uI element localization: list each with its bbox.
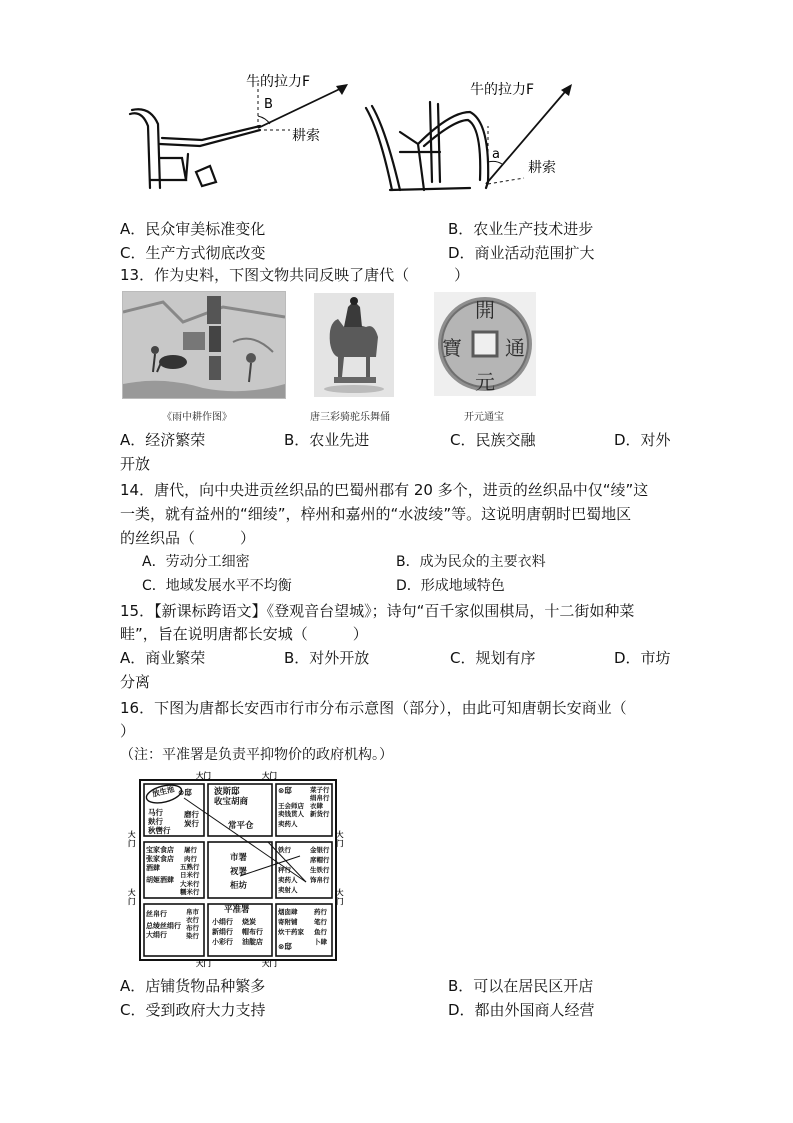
q15-option-d-wrap: 分离: [120, 673, 151, 691]
map-label: 炊干药家: [278, 928, 304, 936]
angle-label-left: B: [264, 97, 273, 112]
map-label: 卖射人: [278, 886, 298, 894]
q15-stem-line-2: 畦”，旨在说明唐都长安城（ ）: [120, 625, 368, 643]
map-label: 波斯邸: [214, 787, 240, 797]
map-label: 马行: [148, 808, 163, 817]
map-label: 帽布行: [242, 928, 263, 936]
map-label: 糯米行: [180, 888, 200, 896]
map-label: ⊗邸: [278, 786, 292, 795]
map-label: 卖药人: [278, 820, 298, 828]
map-label: 五熟行: [180, 863, 200, 871]
q16-option-d[interactable]: D．都由外国商人经营: [448, 1001, 595, 1019]
gate-right-lower: 大门: [336, 888, 344, 906]
map-label: 铁行: [278, 846, 291, 854]
map-label: 布行: [186, 924, 199, 932]
map-label: 收宝胡商: [214, 797, 249, 807]
map-label: 胡姬酒肆: [146, 876, 174, 884]
west-market-map: [128, 770, 344, 968]
q14-stem-line-3: 的丝织品（ ）: [120, 529, 256, 547]
map-label: 宝家食店: [146, 846, 174, 854]
gate-left-lower: 大门: [128, 888, 136, 906]
gate-left-upper: 大门: [128, 830, 136, 848]
gate-top-left: 大门: [196, 771, 211, 780]
q15-option-d[interactable]: D．市坊: [614, 649, 671, 667]
map-label: 帛市: [186, 908, 199, 916]
map-label: 衣行: [186, 916, 199, 924]
force-label-right: 牛的拉力F: [470, 82, 535, 98]
map-label: 肉行: [184, 855, 197, 863]
q15-stem-line-1: 15．【新课标跨语文】《登观音台望城》；诗句“百千家似围棋局，十二街如种菜: [120, 602, 635, 620]
map-label: 常平仓: [228, 821, 254, 831]
map-label: 炭行: [184, 819, 199, 828]
coin-char-bottom: 元: [475, 370, 495, 394]
q16-option-a[interactable]: A．店铺货物品种繁多: [120, 977, 266, 995]
map-label: 新货行: [310, 810, 330, 818]
map-label: 麸行: [148, 817, 163, 826]
q12-option-c[interactable]: C．生产方式彻底改变: [120, 244, 266, 262]
rain-farming-painting: [122, 291, 286, 399]
force-label-left: 牛的拉力F: [246, 74, 311, 90]
q16-stem-line-2: ）: [120, 722, 136, 740]
map-label: 衣肆: [310, 802, 323, 810]
coin-char-right: 通: [505, 336, 525, 360]
map-label: 烧炭: [242, 918, 256, 926]
q15-option-b[interactable]: B．对外开放: [284, 649, 370, 667]
map-label: 柜坊: [230, 881, 248, 891]
map-label: 小绢行: [212, 918, 233, 926]
map-label: 新绢行: [212, 928, 233, 936]
q16-option-b[interactable]: B．可以在居民区开店: [448, 977, 594, 995]
map-label: ⊗邸: [178, 788, 192, 797]
gate-top-right: 大门: [262, 771, 277, 780]
map-label: 平准署: [224, 905, 250, 915]
caption-figurine: 唐三彩骑驼乐舞俑: [310, 412, 390, 423]
q13-option-b[interactable]: B．农业先进: [284, 431, 370, 449]
map-label: 市署: [230, 853, 248, 863]
q16-stem-line-1: 16．下图为唐都长安西市行市分布示意图（部分），由此可知唐朝长安商业（: [120, 699, 627, 717]
map-label: 卖药人: [278, 876, 298, 884]
map-label: 衩署: [230, 867, 248, 877]
map-label: 磨行: [184, 810, 199, 819]
q12-option-b[interactable]: B．农业生产技术进步: [448, 220, 594, 238]
map-label: 笔行: [314, 918, 327, 926]
map-label: 秋辔行: [148, 826, 171, 835]
map-label: 大米行: [180, 880, 200, 888]
q14-option-a[interactable]: A．劳动分工细密: [142, 554, 250, 570]
coin-char-top: 開: [475, 298, 495, 322]
map-label: 卜肆: [314, 938, 327, 946]
map-label: 大绢行: [146, 931, 167, 939]
q14-option-c[interactable]: C．地域发展水平不均衡: [142, 578, 292, 594]
q14-option-d[interactable]: D．形成地域特色: [396, 578, 505, 594]
q14-option-b[interactable]: B．成为民众的主要衣料: [396, 554, 546, 570]
gate-bottom-right: 大门: [262, 959, 277, 968]
q14-stem-line-2: 一类，就有益州的“细绫”，梓州和嘉州的“水波绫”等。这说明唐朝时巴蜀地区: [120, 505, 632, 523]
q16-option-c[interactable]: C．受到政府大力支持: [120, 1001, 266, 1019]
caption-painting: 《雨中耕作图》: [162, 412, 232, 423]
q14-stem-line-1: 14．唐代，向中央进贡丝织品的巴蜀州郡有 20 多个，进贡的丝织品中仅“绫”这: [120, 481, 649, 499]
fangsheng-pond: 放生池: [151, 784, 176, 799]
rope-label-right: 耕索: [528, 160, 556, 176]
map-label: 屠行: [184, 846, 197, 854]
q15-option-a[interactable]: A．商业繁荣: [120, 649, 206, 667]
gate-bottom-left: 大门: [196, 959, 211, 968]
map-label: 鱼行: [314, 928, 327, 936]
map-label: 小彩行: [212, 938, 233, 946]
map-label: 秤行: [278, 866, 291, 874]
rope-label-left: 耕索: [292, 128, 320, 144]
map-label: 酒肆: [146, 864, 160, 872]
map-label: 总绫丝绢行: [146, 922, 181, 930]
map-label: 日米行: [180, 871, 200, 879]
q16-note: （注：平准署是负责平抑物价的政府机构。）: [120, 747, 393, 763]
map-label: 寄附铺: [278, 918, 298, 926]
map-label: 饰帛行: [310, 876, 330, 884]
q12-option-a[interactable]: A．民众审美标准变化: [120, 220, 266, 238]
caption-coin: 开元通宝: [464, 412, 504, 423]
map-label: 绢帛行: [310, 794, 330, 802]
angle-label-right: a: [492, 147, 500, 162]
map-label: 烟囱肆: [278, 908, 298, 916]
q13-option-a[interactable]: A．经济繁荣: [120, 431, 206, 449]
q13-option-d[interactable]: D．对外: [614, 431, 671, 449]
q13-option-d-wrap: 开放: [120, 455, 151, 473]
tang-sancai-camel-figurine: [314, 293, 394, 397]
q15-option-c[interactable]: C．规划有序: [450, 649, 536, 667]
q13-option-c[interactable]: C．民族交融: [450, 431, 536, 449]
map-label: 染行: [186, 932, 199, 940]
gate-right-upper: 大门: [336, 830, 344, 848]
plow-diagram-left: [120, 68, 360, 198]
map-label: 药行: [314, 908, 327, 916]
plow-diagram-right: [360, 72, 590, 197]
map-label: 菜子行: [310, 786, 330, 794]
map-label: 卖钱贯人: [278, 810, 304, 818]
q13-stem: 13．作为史料，下图文物共同反映了唐代（ ）: [120, 266, 470, 284]
map-label: 席帽行: [310, 856, 330, 864]
map-label: 油靛店: [242, 938, 263, 946]
q12-option-d[interactable]: D．商业活动范围扩大: [448, 244, 595, 262]
map-label: 张家食店: [146, 855, 174, 863]
map-label: 生铁行: [310, 866, 330, 874]
map-label: 丝帛行: [146, 910, 167, 918]
map-label: 金银行: [310, 846, 330, 854]
map-label: ⊗邸: [278, 942, 292, 951]
coin-char-left: 寶: [442, 336, 462, 360]
map-label: 王会师店: [278, 802, 304, 810]
